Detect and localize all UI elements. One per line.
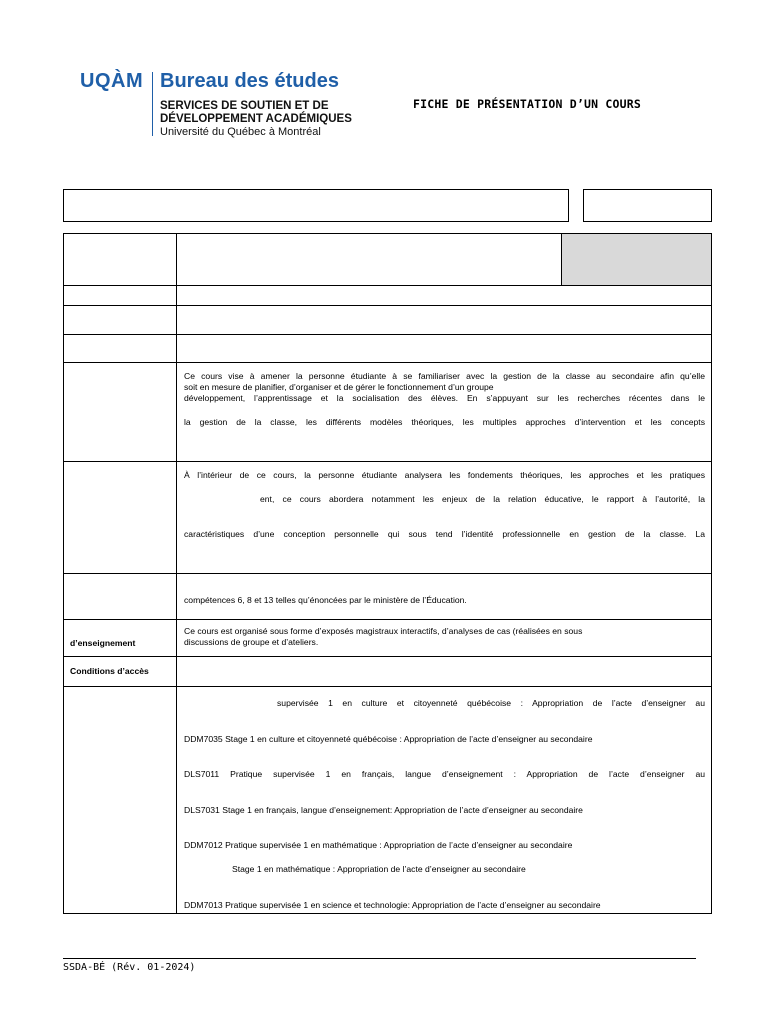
course-code-box[interactable] bbox=[583, 189, 712, 222]
prerequisite-line: DDM7035 Stage 1 en culture et citoyenneté québécoise : Appropriation de l’acte d’enseigner au secondaire bbox=[184, 734, 593, 744]
description-line: la gestion de la classe, les différents modèles théoriques, les multiples approches d’intervention et les concepts bbox=[184, 417, 705, 427]
table-line bbox=[63, 233, 712, 234]
table-line bbox=[561, 233, 562, 285]
service-line-1: SERVICES DE SOUTIEN ET DE bbox=[160, 100, 329, 112]
table-line bbox=[176, 233, 177, 914]
table-line bbox=[63, 285, 712, 286]
revision-code: SSDA-BÉ (Rév. 01-2024) bbox=[63, 962, 196, 973]
content-line: À l’intérieur de ce cours, la personne étudiante analysera les fondements théoriques, les approches et les pratiques bbox=[184, 470, 705, 480]
table-line bbox=[63, 233, 64, 914]
teaching-line: Ce cours est organisé sous forme d’exposés magistraux interactifs, d’analyses de cas (réalisées en sous bbox=[184, 626, 583, 636]
document-title: FICHE DE PRÉSENTATION D’UN COURS bbox=[413, 97, 641, 111]
teaching-line: discussions de groupe et d’ateliers. bbox=[184, 637, 319, 647]
shaded-cell bbox=[561, 234, 711, 285]
prerequisite-line: DDM7012 Pratique supervisée 1 en mathématique : Appropriation de l’acte d’enseigner au secondaire bbox=[184, 840, 573, 850]
prerequisite-line: Stage 1 en mathématique : Appropriation de l’acte d’enseigner au secondaire bbox=[232, 864, 526, 874]
prerequisite-line: DLS7031 Stage 1 en français, langue d’enseignement: Appropriation de l’acte d’enseigner au secondaire bbox=[184, 805, 583, 815]
competences-text: compétences 6, 8 et 13 telles qu’énoncées par le ministère de l’Éducation. bbox=[184, 595, 467, 605]
description-line: Ce cours vise à amener la personne étudiante à se familiariser avec la gestion de la classe au secondaire afin qu’elle bbox=[184, 371, 705, 381]
prerequisite-line: supervisée 1 en culture et citoyenneté québécoise : Appropriation de l’acte d’enseigner au bbox=[277, 698, 705, 708]
table-line bbox=[63, 305, 712, 306]
table-line bbox=[63, 619, 712, 620]
table-line bbox=[63, 913, 712, 914]
uqam-logo: UQÀM bbox=[80, 70, 144, 92]
logo-divider bbox=[152, 72, 153, 136]
description-line: développement, l’apprentissage et la socialisation des élèves. En s’appuyant sur les recherches récentes dans le bbox=[184, 393, 705, 403]
table-line bbox=[63, 334, 712, 335]
footer-divider bbox=[63, 958, 696, 959]
bureau-title: Bureau des études bbox=[160, 70, 339, 92]
table-line bbox=[63, 686, 712, 687]
course-title-box[interactable] bbox=[63, 189, 569, 222]
access-conditions-label: Conditions d’accès bbox=[70, 666, 149, 676]
table-line bbox=[63, 656, 712, 657]
content-line: ent, ce cours abordera notamment les enjeux de la relation éducative, le rapport à l’autorité, la bbox=[260, 494, 705, 504]
table-line bbox=[711, 233, 712, 914]
description-line: soit en mesure de planifier, d’organiser et de gérer le fonctionnement d’un groupe bbox=[184, 382, 494, 392]
table-line bbox=[63, 461, 712, 462]
prerequisite-line: DDM7013 Pratique supervisée 1 en science et technologie: Appropriation de l’acte d’enseigner au secondaire bbox=[184, 900, 601, 910]
table-line bbox=[63, 573, 712, 574]
university-name: Université du Québec à Montréal bbox=[160, 126, 321, 138]
service-line-2: DÉVELOPPEMENT ACADÉMIQUES bbox=[160, 113, 352, 125]
table-line bbox=[63, 362, 712, 363]
content-line: caractéristiques d’une conception personnelle qui sous tend l’identité professionnelle en gestion de la classe. La bbox=[184, 529, 705, 539]
teaching-label: d’enseignement bbox=[70, 638, 136, 648]
prerequisite-line: DLS7011 Pratique supervisée 1 en français, langue d’enseignement : Appropriation de l’acte d’enseigner au bbox=[184, 769, 705, 779]
